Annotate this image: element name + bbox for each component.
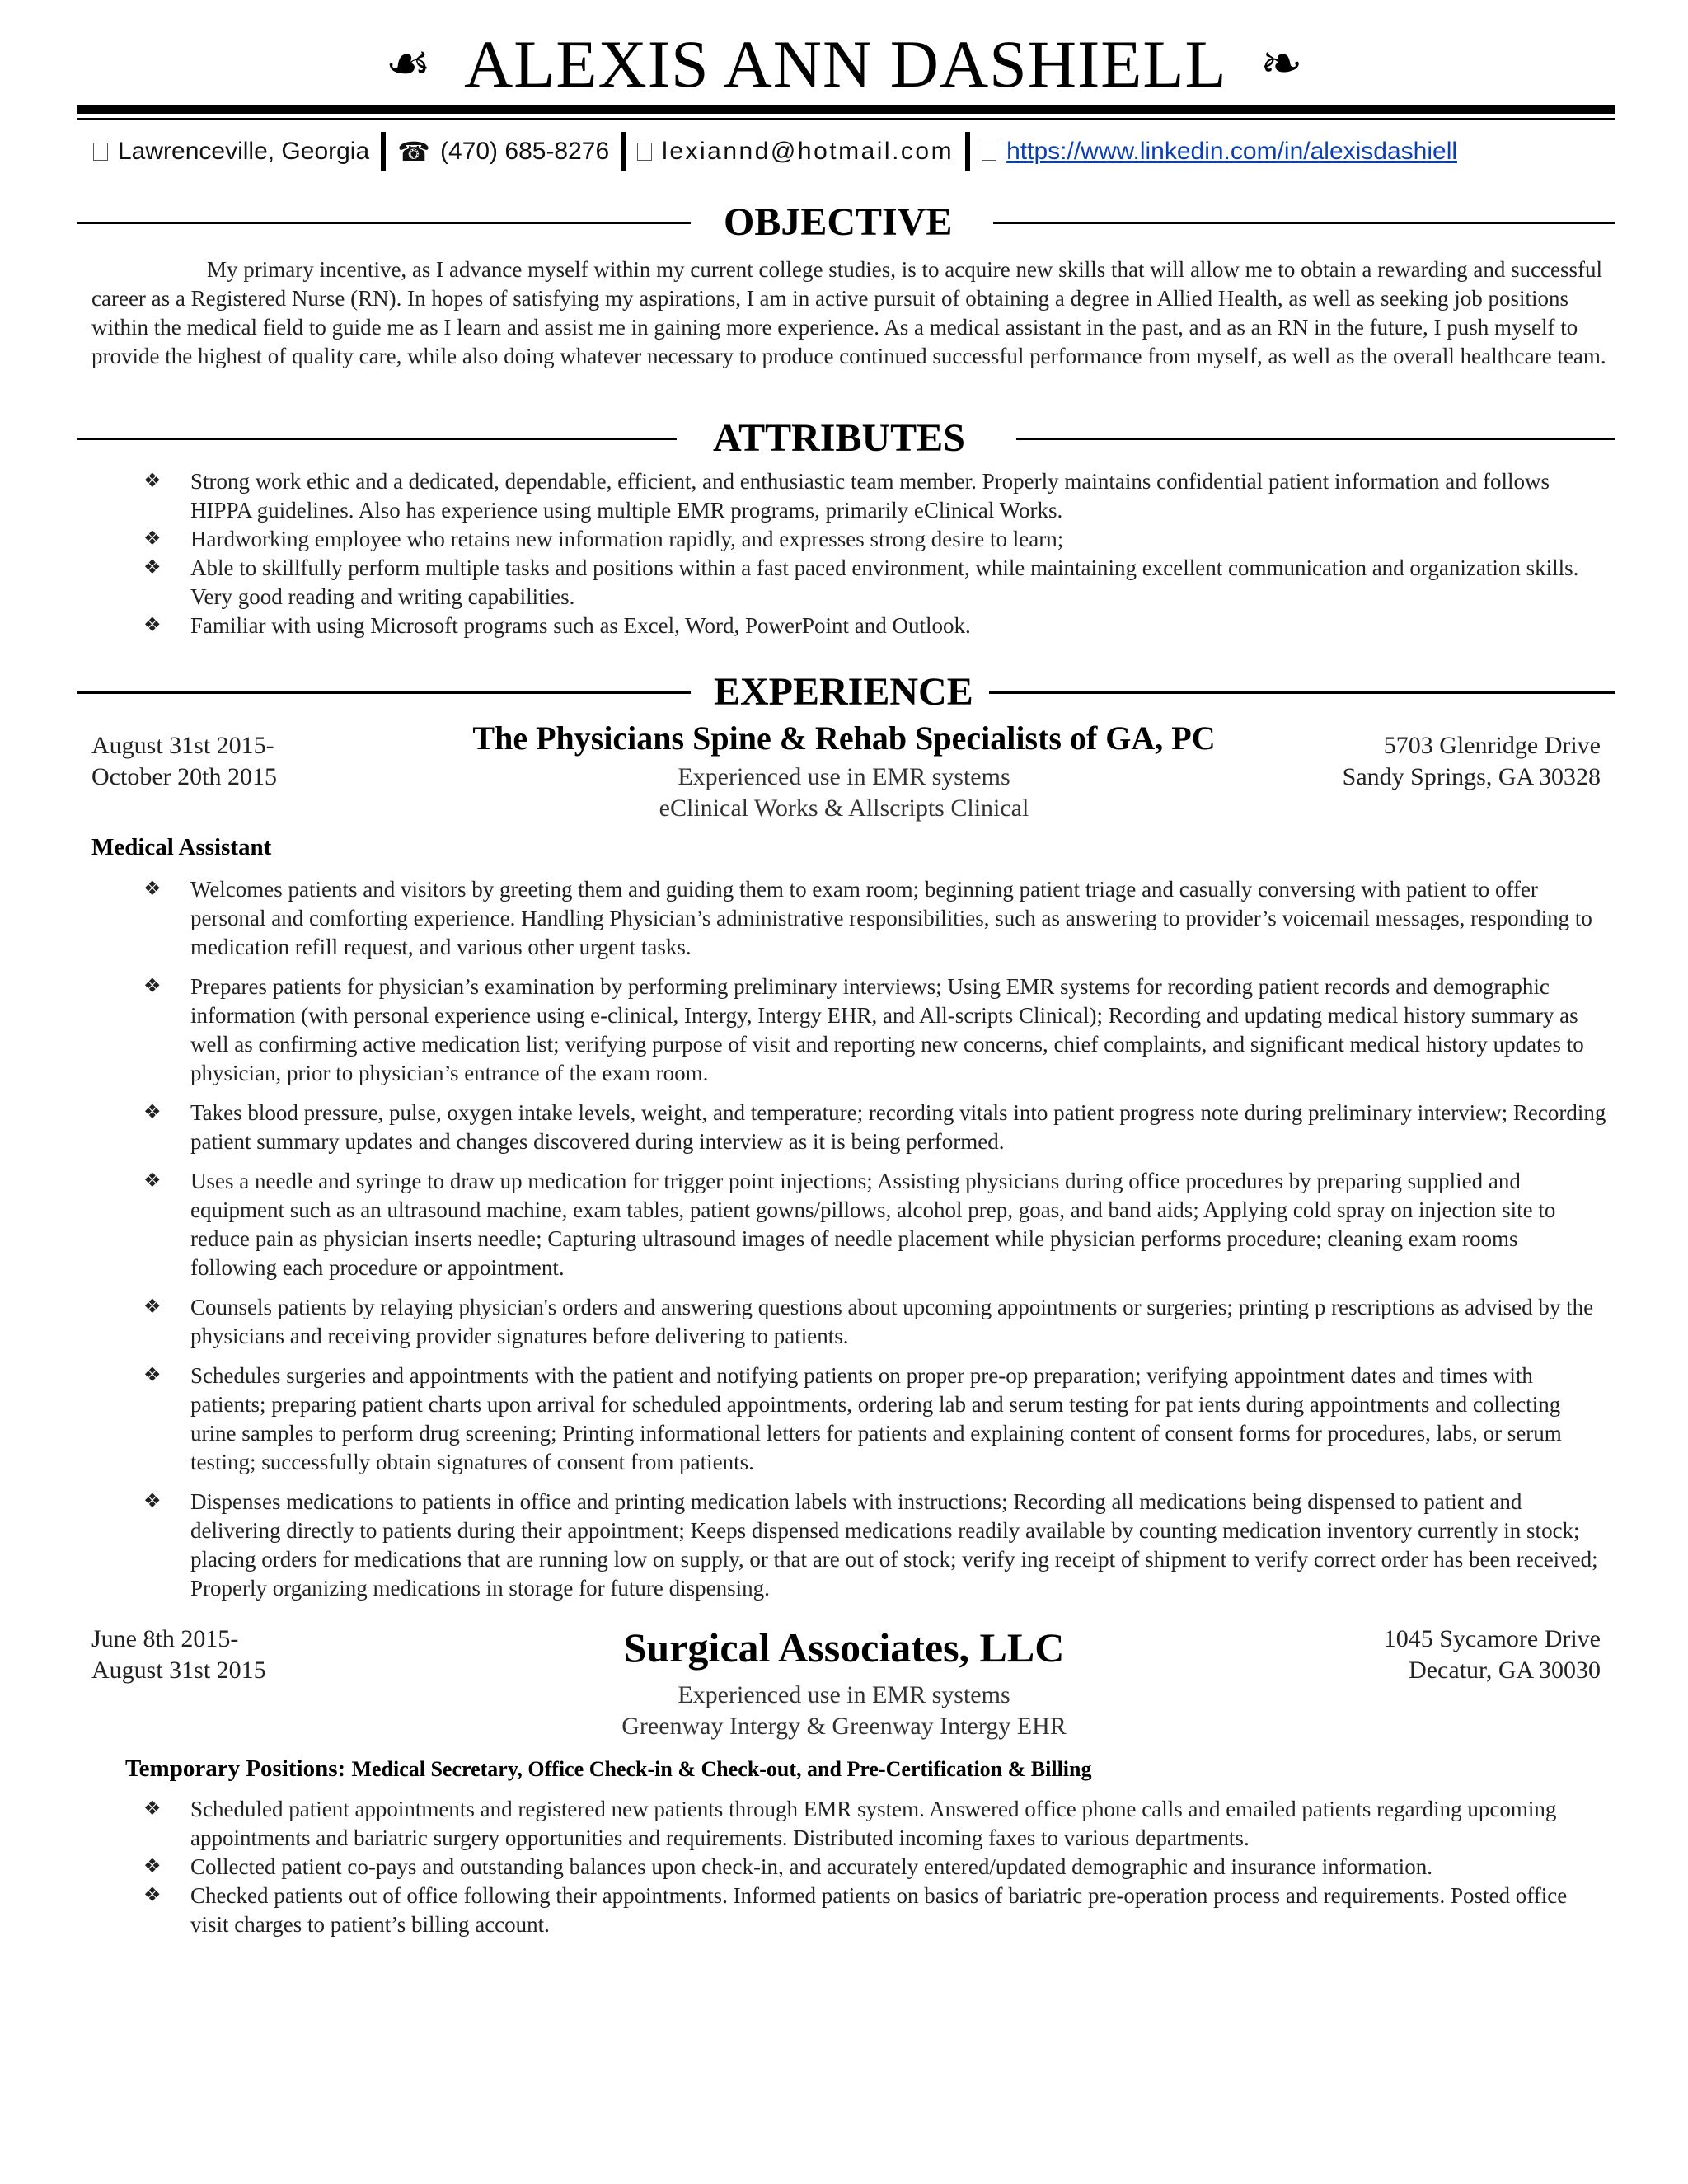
section-experience-header	[77, 668, 1615, 717]
bullet-icon: ❖	[143, 615, 162, 636]
job-duties-list	[91, 1795, 1608, 1939]
list-item: ❖ Dispenses medications to patients in office and printing medication labels with instructions; Recording all medications being dispensed to patient and delivering directly to patients during their appointment; Keeps dispensed medications readily available by counting medication inventory currently in stock; placing orders for medications that are running low on supply, or that are out of stock; verify ing receipt of shipment to verify correct order has been received; Properly organizing medications in storage for future dispensing.	[143, 1489, 1598, 1601]
phone-icon: ☎	[397, 137, 431, 166]
flourish-right-icon: ❧	[1259, 36, 1303, 92]
flourish-left-icon: ☙	[385, 36, 432, 92]
list-item: ❖ Able to skillfully perform multiple tasks and positions within a fast paced environment, while maintaining excellent communication and organization skills. Very good reading and writing capabilities.	[143, 555, 1579, 609]
phone-text: (470) 685-8276	[440, 138, 610, 165]
section-title-experience: EXPERIENCE	[714, 670, 973, 714]
contact-bar	[77, 130, 1615, 173]
contact-location	[93, 138, 369, 166]
list-item: ❖ Familiar with using Microsoft programs such as Excel, Word, PowerPoint and Outlook.	[91, 612, 1608, 640]
list-item: ❖ Uses a needle and syringe to draw up medication for trigger point injections; Assisting physicians during office procedures by preparing supplied and equipment such as an ultrasound machine, exam tables, patient gowns/pillows, alcohol prep, goas, and band aids; Applying cold spray on injection site to reduce pain as physician inserts needle; Capturing ultrasound images of needle placement while physician performs procedure; cleaning exam rooms following each procedure or appointment.	[143, 1169, 1556, 1280]
company-systems: Experienced use in EMR systems eClinical Works & Allscripts Clinical	[659, 763, 1029, 822]
linkedin-icon	[982, 143, 996, 161]
bullet-icon: ❖	[143, 528, 162, 550]
list-item: ❖ Takes blood pressure, pulse, oxygen intake levels, weight, and temperature; recording vitals into patient progress note during preliminary interview; Recording patient summary updates and changes discovered during interview as it is being performed.	[143, 1100, 1606, 1154]
list-item: ❖ Checked patients out of office following their appointments. Informed patients on basics of bariatric pre-operation process and requirements. Posted office visit charges to patient’s billing account.	[143, 1883, 1568, 1937]
objective-text: My primary incentive, as I advance myself within my current college studies, is to acquire new skills that will allow me to obtain a rewarding and successful career as a Registered Nurse (RN). In hopes of satisfying my aspirations, I am in active pursuit of obtaining a degree in Allied Health, as well as seeking job positions within the medical field to guide me as I learn and assist me in gaining more experience. As a medical assistant in the past, and as an RN in the future, I push myself to provide the highest of quality care, while also doing whatever necessary to produce continued successful performance from myself, as well as the overall healthcare team.	[91, 257, 1606, 368]
section-title-objective: OBJECTIVE	[724, 200, 953, 244]
contact-separator	[965, 132, 970, 171]
list-item: ❖ Strong work ethic and a dedicated, dependable, efficient, and enthusiastic team member. Properly maintains confidential patient information and follows HIPPA guidelines. Also has experience using multiple EMR programs, primarily eClinical Works.	[143, 469, 1550, 523]
list-item: ❖ Scheduled patient appointments and registered new patients through EMR system. Answered office phone calls and emailed patients regarding upcoming appointments and bariatric surgery opportunities and requirements. Distributed incoming faxes to various departments.	[143, 1797, 1557, 1850]
section-title-attributes: ATTRIBUTES	[713, 416, 965, 460]
bullet-icon: ❖	[143, 471, 162, 492]
email-icon	[637, 143, 652, 161]
email-text: lexiannd@hotmail.com	[662, 138, 954, 165]
section-objective-header	[77, 198, 1615, 247]
contact-phone	[397, 136, 609, 167]
bullet-icon: ❖	[143, 557, 162, 579]
section-rule	[77, 438, 677, 440]
section-rule	[77, 691, 691, 694]
header-rule-thin	[77, 118, 1615, 120]
job-role: Medical Assistant	[91, 834, 272, 860]
list-item: ❖ Prepares patients for physician’s examination by performing preliminary interviews; Using EMR systems for recording patient records and demographic information (with personal experience using e-clinical, Intergy, Intergy EHR, and All-scripts Clinical); Recording and updating medical history summary as well as confirming active medication list; verifying purpose of visit and reporting new concerns, chief complaints, and significant medical history updates to physician, prior to physician’s entrance of the exam room.	[143, 974, 1584, 1085]
section-rule	[77, 222, 691, 224]
list-item: ❖ Schedules surgeries and appointments with the patient and notifying patients on proper pre-op preparation; verifying appointment dates and times with patients; preparing patient charts upon arrival for scheduled appointments, ordering lab and serum testing for pat ients during appointments and collecting urine samples to perform drug screening; Printing informational letters for patients and explaining content of consent forms for procedures, labs, or serum testing; successfully obtain signatures of consent from patients.	[143, 1363, 1562, 1474]
section-rule	[989, 691, 1615, 694]
list-item: ❖ Hardworking employee who retains new information rapidly, and expresses strong desire to learn;	[91, 525, 1608, 554]
bullet-icon: ❖	[143, 1296, 162, 1318]
bullet-icon: ❖	[143, 879, 162, 900]
name-header	[0, 23, 1688, 105]
bullet-icon: ❖	[143, 1170, 162, 1192]
list-item: ❖ Counsels patients by relaying physician's orders and answering questions about upcoming appointments or surgeries; printing p rescriptions as advised by the physicians and receiving provider signatures before delivering to patients.	[143, 1295, 1594, 1348]
section-attributes-header	[77, 414, 1615, 463]
bullet-icon: ❖	[143, 1365, 162, 1386]
linkedin-link[interactable]: https://www.linkedin.com/in/alexisdashiell	[1006, 138, 1458, 165]
company-address: 1045 Sycamore Drive Decatur, GA 30030	[1383, 1625, 1601, 1684]
company-address: 5703 Glenridge Drive Sandy Springs, GA 30328	[1342, 732, 1601, 790]
job-dates: June 8th 2015- August 31st 2015	[91, 1625, 266, 1684]
role-title: Medical Secretary, Office Check-in & Check-out, and Pre-Certification & Billing	[351, 1757, 1092, 1781]
job-dates: August 31st 2015- October 20th 2015	[91, 732, 277, 790]
location-icon	[93, 143, 108, 161]
list-item: ❖ Welcomes patients and visitors by greeting them and guiding them to exam room; beginning patient triage and casually conversing with patient to offer personal and comforting experience. Handling Physician’s administrative responsibilities, such as answering to provider’s voicemail messages, responding to medication refill request, and various other urgent tasks.	[143, 877, 1592, 959]
company-systems: Experienced use in EMR systems Greenway Intergy & Greenway Intergy EHR	[621, 1681, 1067, 1740]
header-rule-thick	[77, 105, 1615, 114]
bullet-icon: ❖	[143, 1856, 162, 1877]
bullet-icon: ❖	[143, 1885, 162, 1906]
role-prefix: Temporary Positions:	[125, 1755, 346, 1782]
company-name: The Physicians Spine & Rehab Specialists of GA, PC	[472, 719, 1216, 757]
location-text: Lawrenceville, Georgia	[118, 138, 370, 165]
bullet-icon: ❖	[143, 1102, 162, 1123]
company-name: Surgical Associates, LLC	[623, 1624, 1065, 1671]
candidate-name: ALEXIS ANN DASHIELL	[464, 26, 1227, 101]
bullet-icon: ❖	[143, 1491, 162, 1512]
bullet-icon: ❖	[143, 1798, 162, 1820]
contact-separator	[381, 132, 386, 171]
section-rule	[1016, 438, 1615, 440]
contact-email	[637, 138, 954, 166]
job-duties-list	[91, 875, 1608, 1614]
contact-separator	[621, 132, 626, 171]
section-rule	[993, 222, 1615, 224]
attributes-list	[91, 467, 1608, 640]
bullet-icon: ❖	[143, 976, 162, 997]
list-item: ❖ Collected patient co-pays and outstanding balances upon check-in, and accurately entered/updated demographic and insurance information.	[91, 1853, 1608, 1882]
contact-linkedin	[982, 138, 1457, 166]
job-role	[125, 1755, 1091, 1783]
